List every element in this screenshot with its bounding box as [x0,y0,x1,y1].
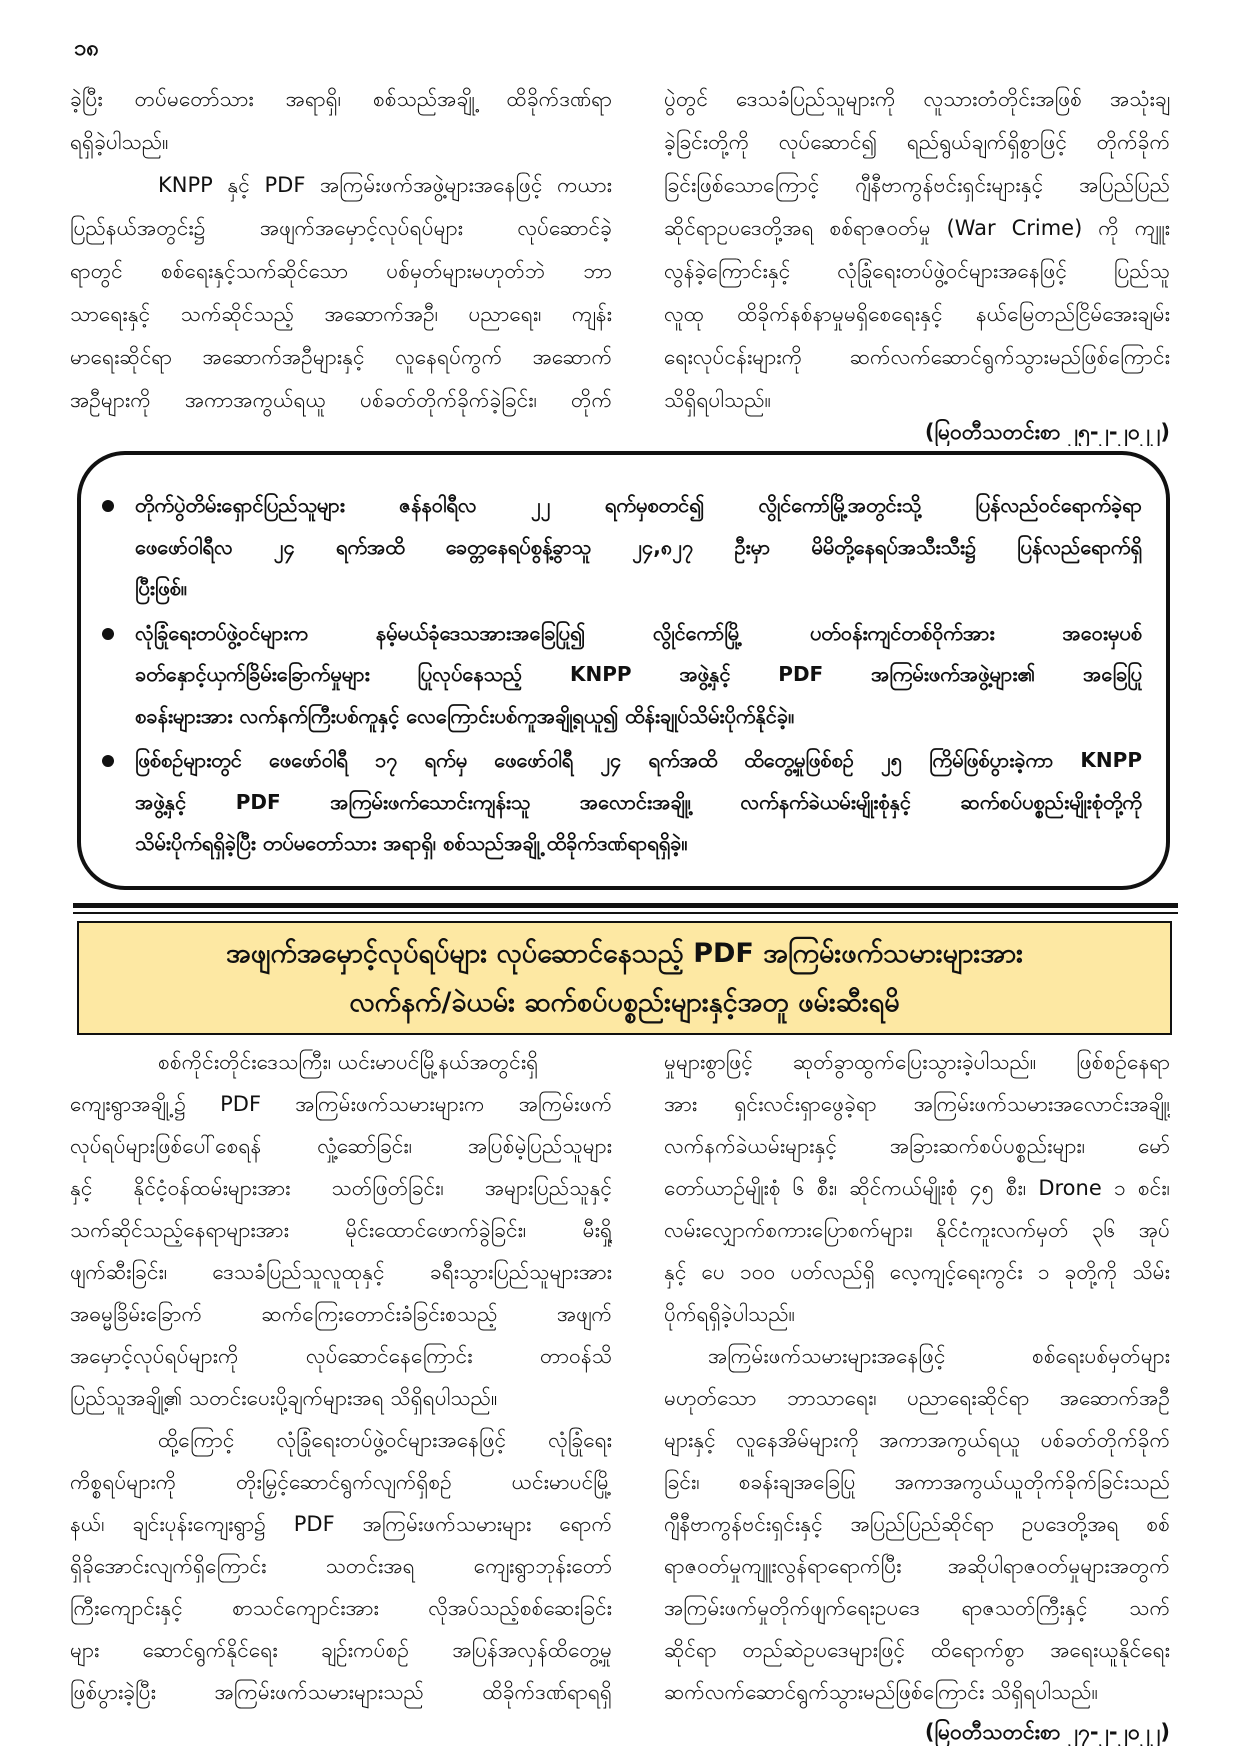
bullet-icon [102,500,114,512]
paragraph [664,1335,1170,1713]
highlights-list [102,485,1142,868]
text-line: ပြည်နယ်အတွင်း၌ အဖျက်အမှောင့်လုပ်ရပ်များ လုပ်ဆောင်ခဲ့ [70,216,612,240]
text-line: ဖျက်ဆီးခြင်း၊ ဒေသခံပြည်သူလူထုနှင့် ခရီးသွားပြည်သူများအား [70,1260,612,1284]
text-line: နှင့် ပေ ၁၀၀ ပတ်လည်ရှိ လေ့ကျင့်ရေးကွင်း ၁ ခုတို့ကို သိမ်း [664,1260,1170,1284]
text-line: တိုက်ပွဲတိမ်းရှောင်ပြည်သူများ ဇန်နဝါရီလ ၂၂ ရက်မှစတင်၍ လွိုင်ကော်မြို့အတွင်းသို့ ပြန်လည်ဝင်ရောက်ခဲ့ရာ [135,493,1142,517]
text-line: ထို့ကြောင့် လုံခြုံရေးတပ်ဖွဲ့ဝင်များအနေဖြင့် လုံခြုံရေး [158,1428,612,1452]
article-1-source: (မြဝတီသတင်းစာ ၂၅-၂-၂၀၂၂) [924,420,1170,444]
text-line: ခတ်နှောင့်ယှက်ခြိမ်းခြောက်မှုများ ပြုလုပ်နေသည့် KNPP အဖွဲ့နှင့် PDF အကြမ်းဖက်အဖွဲ့များ၏ အခြေပြု [135,662,1142,686]
paragraph [70,1419,612,1713]
text-line: ခြင်း၊ စခန်းချအခြေပြု အကာအကွယ်ယူတိုက်ခိုက်ခြင်းသည် [664,1470,1170,1494]
text-line: ကိစ္စရပ်များကို တိုးမြှင့်ဆောင်ရွက်လျက်ရှိစဉ် ယင်းမာပင်မြို့ [70,1470,612,1494]
text-line: စစ်ကိုင်းတိုင်းဒေသကြီး၊ ယင်းမာပင်မြို့နယ်အတွင်းရှိ [158,1050,539,1074]
text-line: ပိုက်ရရှိခဲ့ပါသည်။ [664,1302,796,1326]
text-line: များ ဆောင်ရွက်နိုင်ရေး ချဉ်းကပ်စဉ် အပြန်အလှန်ထိတွေ့မှု [70,1638,612,1662]
text-line: ဆိုင်ရာဥပဒေတို့အရ စစ်ရာဇဝတ်မှု (War Crime) ကို ကျူး [664,216,1170,240]
article-1-right-column [664,78,1170,422]
text-line: ကြီးကျောင်းနှင့် စာသင်ကျောင်းအား လိုအပ်သည့်စစ်ဆေးခြင်း [70,1596,612,1620]
text-line: ဆိုင်ရာ တည်ဆဲဥပဒေများဖြင့် ထိရောက်စွာ အရေးယူနိုင်ရေး [664,1638,1170,1662]
text-line: လက်နက်ခဲယမ်းများနှင့် အခြားဆက်စပ်ပစ္စည်းများ၊ မော် [664,1134,1170,1158]
text-line: ခြင်းဖြစ်သောကြောင့် ဂျီနီဗာကွန်ဗင်းရှင်းများနှင့် အပြည်ပြည် [664,173,1170,197]
text-line: ရရှိခဲ့ပါသည်။ [70,130,169,154]
text-line: ဖြစ်ပွားခဲ့ပြီး အကြမ်းဖက်သမားများသည် ထိခိုက်ဒဏ်ရာရရှိ [70,1680,612,1704]
text-line: နှင့် နိုင်ငံ့ဝန်ထမ်းများအား သတ်ဖြတ်ခြင်း၊ အများပြည်သူနှင့် [70,1176,612,1200]
text-line: ကျေးရွာအချို့၌ PDF အကြမ်းဖက်သမားများက အကြမ်းဖက် [70,1092,612,1116]
paragraph [664,78,1170,422]
text-line: ဖြစ်စဉ်များတွင် ဖေဖော်ဝါရီ ၁၇ ရက်မှ ဖေဖော်ဝါရီ ၂၄ ရက်အထိ ထိတွေ့မှုဖြစ်စဉ် ၂၅ ကြိမ်ဖြစ်ပွားခဲ့ကာ KNPP [135,748,1142,772]
divider-thick [73,903,1178,908]
paragraph [70,78,612,164]
text-line: လမ်းလျှောက်စကားပြောစက်များ၊ နိုင်ငံကူးလက်မှတ် ၃၆ အုပ် [664,1218,1170,1242]
text-line: KNPP နှင့် PDF အကြမ်းဖက်အဖွဲ့များအနေဖြင့် ကယား [158,173,612,197]
article-2-source: (မြဝတီသတင်းစာ ၂၇-၂-၂၀၂၂) [924,1720,1170,1744]
highlight-item [102,613,1142,738]
text-line: ဆက်လက်ဆောင်ရွက်သွားမည်ဖြစ်ကြောင်း သိရှိရပါသည်။ [664,1680,1098,1704]
text-line: အဓမ္မခြိမ်းခြောက် ဆက်ကြေးတောင်းခံခြင်းစသည့် အဖျက် [70,1302,612,1326]
text-line: အမှောင့်လုပ်ရပ်များကို လုပ်ဆောင်နေကြောင်း တာဝန်သိ [70,1344,612,1368]
text-line: ရာဇဝတ်မှုကျူးလွန်ရာရောက်ပြီး အဆိုပါရာဇဝတ်မှုများအတွက် [664,1554,1170,1578]
text-line: ပြီးဖြစ်။ [135,576,187,600]
text-line: အဖွဲ့နှင့် PDF အကြမ်းဖက်သောင်းကျန်းသူ အလောင်းအချို့၊ လက်နက်ခဲယမ်းမျိုးစုံနှင့် ဆက်စပ်ပစ္စည်းမျိုးစုံတို့ကို [135,789,1142,814]
paragraph [664,1041,1170,1335]
text-line: သာရေးနှင့် သက်ဆိုင်သည့် အဆောက်အဦ၊ ပညာရေး၊ ကျန်း [70,302,612,326]
paragraph [70,1041,612,1419]
text-line: နယ်၊ ချင်းပုန်းကျေးရွာ၌ PDF အကြမ်းဖက်သမားများ ရောက် [70,1512,612,1536]
text-line: ပွဲတွင် ဒေသခံပြည်သူများကို လူသားတံတိုင်းအဖြစ် အသုံးချ [664,87,1170,111]
text-line: ခဲ့ခြင်းတို့ကို လုပ်ဆောင်၍ ရည်ရွယ်ချက်ရှိစွာဖြင့် တိုက်ခိုက် [664,130,1170,154]
article-2-left-column [70,1041,612,1713]
text-line: လုပ်ရပ်များဖြစ်ပေါ်စေရန် လှုံ့ဆော်ခြင်း၊ အပြစ်မဲ့ပြည်သူများ [70,1134,612,1158]
text-line: ဖေဖော်ဝါရီလ ၂၄ ရက်အထိ ခေတ္တနေရပ်စွန့်ခွာသူ ၂၄,၈၂၇ ဦးမှာ မိမိတို့နေရပ်အသီးသီး၌ ပြန်လည်ရောက်ရှိ [135,534,1142,559]
text-line: သိမ်းပိုက်ရရှိခဲ့ပြီး တပ်မတော်သား အရာရှိ၊ စစ်သည်အချို့ ထိခိုက်ဒဏ်ရာရရှိခဲ့။ [135,831,688,855]
article-2-right-column [664,1041,1170,1713]
bullet-icon [102,628,114,640]
text-line: အကြမ်းဖက်သမားများအနေဖြင့် စစ်ရေးပစ်မှတ်များ [708,1344,1170,1368]
page-number: ၁၈ [74,36,99,61]
text-line: စခန်းများအား လက်နက်ကြီးပစ်ကူနှင့် လေကြောင်းပစ်ကူအချို့ရယူ၍ ထိန်းချုပ်သိမ်းပိုက်နိုင်ခဲ့။ [135,703,795,728]
text-line: အဦများကို အကာအကွယ်ရယူ ပစ်ခတ်တိုက်ခိုက်ခဲ့ခြင်း၊ တိုက် [70,388,612,412]
text-line: အား ရှင်းလင်းရှာဖွေခဲ့ရာ အကြမ်းဖက်သမားအလောင်းအချို့၊ [664,1092,1170,1116]
text-line: များနှင့် လူနေအိမ်များကို အကာအကွယ်ရယူ ပစ်ခတ်တိုက်ခိုက် [664,1428,1170,1452]
text-line: ခဲ့ပြီး တပ်မတော်သား အရာရှိ၊ စစ်သည်အချို့ ထိခိုက်ဒဏ်ရာ [70,87,612,111]
text-line: မာရေးဆိုင်ရာ အဆောက်အဦများနှင့် လူနေရပ်ကွက် အဆောက် [70,345,612,369]
text-line: မှုများစွာဖြင့် ဆုတ်ခွာထွက်ပြေးသွားခဲ့ပါသည်။ ဖြစ်စဉ်နေရာ [664,1050,1170,1074]
article-1-left-column [70,78,612,422]
text-line: လုံခြုံရေးတပ်ဖွဲ့ဝင်များက နမ့်မယ်ခုံဒေသအားအခြေပြု၍ လွိုင်ကော်မြို့ ပတ်ဝန်းကျင်တစ်ဝိုက်အား အဝေးမှပစ် [135,620,1142,645]
paragraph [70,164,612,422]
text-line: တော်ယာဉ်မျိုးစုံ ၆ စီး၊ ဆိုင်ကယ်မျိုးစုံ ၄၅ စီး၊ Drone ၁ စင်း၊ [664,1176,1170,1200]
text-line: လူထု ထိခိုက်နစ်နာမှုမရှိစေရေးနှင့် နယ်မြေတည်ငြိမ်အေးချမ်း [664,302,1170,326]
text-line: ပြည်သူအချို့၏ သတင်းပေးပို့ချက်များအရ သိရှိရပါသည်။ [70,1386,498,1410]
text-line: လွန်ခဲ့ကြောင်းနှင့် လုံခြုံရေးတပ်ဖွဲ့ဝင်များအနေဖြင့် ပြည်သူ [664,259,1170,283]
highlight-item [102,740,1142,865]
bullet-icon [102,755,114,767]
headline-line: လက်နက်/ခဲယမ်း ဆက်စပ်ပစ္စည်းများနှင့်အတူ ဖမ်းဆီးရမိ [349,987,900,1018]
highlight-item [102,485,1142,610]
text-line: ရှိခိုအောင်းလျက်ရှိကြောင်း သတင်းအရ ကျေးရွာဘုန်းတော် [70,1554,612,1578]
text-line: ရာတွင် စစ်ရေးနှင့်သက်ဆိုင်သော ပစ်မှတ်များမဟုတ်ဘဲ ဘာ [70,259,612,283]
text-line: သက်ဆိုင်သည့်နေရာများအား မိုင်းထောင်ဖောက်ခွဲခြင်း၊ မီးရှို့ [70,1218,612,1242]
text-line: သိရှိရပါသည်။ [664,388,771,412]
headline-line: အဖျက်အမှောင့်လုပ်ရပ်များ လုပ်ဆောင်နေသည့် PDF အကြမ်းဖက်သမားများအား [225,938,1024,969]
text-line: ဂျီနီဗာကွန်ဗင်းရှင်းနှင့် အပြည်ပြည်ဆိုင်ရာ ဥပဒေတို့အရ စစ် [664,1512,1170,1536]
headline-box [77,921,1172,1035]
text-line: ရေးလုပ်ငန်းများကို ဆက်လက်ဆောင်ရွက်သွားမည်ဖြစ်ကြောင်း [664,345,1170,369]
text-line: မဟုတ်သော ဘာသာရေး၊ ပညာရေးဆိုင်ရာ အဆောက်အဦ [664,1386,1170,1410]
text-line: အကြမ်းဖက်မှုတိုက်ဖျက်ရေးဥပဒေ ရာဇသတ်ကြီးနှင့် သက် [664,1596,1170,1620]
divider-thin [73,912,1178,914]
